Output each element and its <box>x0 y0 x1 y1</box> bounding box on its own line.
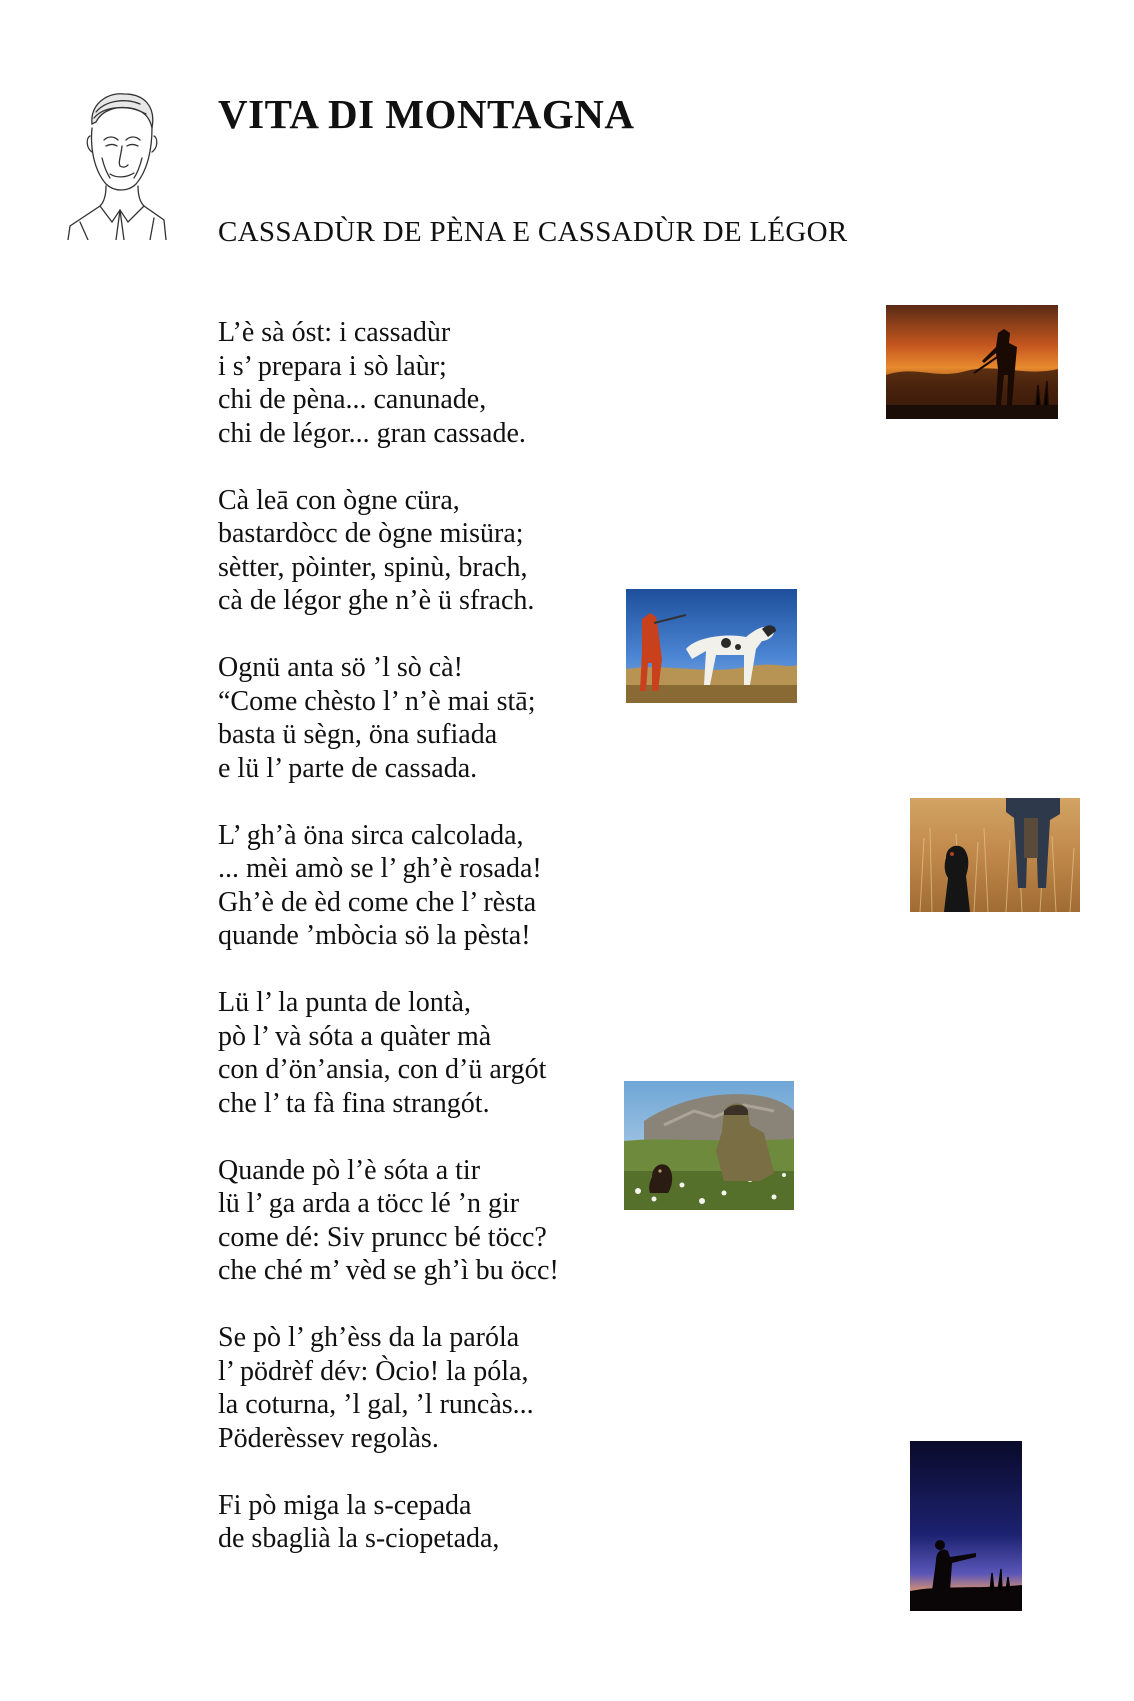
hunter-pointer-photo <box>626 589 797 703</box>
poem-line: quande ’mbòcia sö la pèsta! <box>218 920 531 951</box>
poem-line: lü l’ ga arda a töcc lé ’n gir <box>218 1188 520 1219</box>
poem-line: de sbaglià la s-ciopetada, <box>218 1523 500 1554</box>
poem-line: Pöderèssev regolàs. <box>218 1422 439 1454</box>
poem-line: la coturna, ’l gal, ’l runcàs... <box>218 1389 534 1420</box>
hunter-spaniel-photo <box>624 1081 794 1210</box>
poem-line: basta ü sègn, öna sufiada <box>218 719 498 750</box>
poem-line: Gh’è de èd come che l’ rèsta <box>218 886 537 918</box>
hunter-spaniel-image-icon <box>624 1081 794 1210</box>
hunter-dog-image-icon <box>626 589 797 703</box>
stanza <box>218 316 738 450</box>
poem-line: Ognü anta sö ’l sò cà! <box>218 652 463 683</box>
poem-line: l’ pödrèf dév: Òcio! la póla, <box>218 1355 529 1387</box>
stanza <box>218 819 738 953</box>
poem-line: come dé: Siv pruncc bé töcc? <box>218 1221 547 1253</box>
dog-grass-image-icon <box>910 798 1080 912</box>
author-portrait <box>66 88 168 240</box>
poem-line: Lü l’ la punta de lontà, <box>218 987 471 1018</box>
poem-line: L’ gh’à öna sirca calcolada, <box>218 819 524 851</box>
poem-line: sètter, pòinter, spinù, brach, <box>218 551 528 583</box>
hunter-dusk-image-icon <box>910 1441 1022 1611</box>
poem-line: con d’ön’ansia, con d’ü argót <box>218 1054 547 1085</box>
hunter-sunset-photo <box>886 305 1058 419</box>
poem-line: e lü l’ parte de cassada. <box>218 752 478 784</box>
poem-line: Quande pò l’è sóta a tir <box>218 1154 481 1186</box>
poem-body <box>218 316 738 1589</box>
poem-line: Fi pò miga la s-cepada <box>218 1489 472 1521</box>
page-title: VITA DI MONTAGNA <box>218 91 635 137</box>
hunter-dusk-photo <box>910 1441 1022 1611</box>
poem-line: Se pò l’ gh’èss da la paróla <box>218 1322 520 1353</box>
poem-line: chi de pèna... canunade, <box>218 384 487 415</box>
poem-line: pò l’ và sóta a quàter mà <box>218 1020 492 1052</box>
poem-line: L’è sà óst: i cassadùr <box>218 317 451 348</box>
stanza <box>218 1489 738 1556</box>
poem-line: che l’ ta fà fina strangót. <box>218 1087 490 1119</box>
poem-line: bastardòcc de ògne misüra; <box>218 518 524 549</box>
hunter-sunset-image-icon <box>886 305 1058 419</box>
poem-line: che ché m’ vèd se gh’ì bu öcc! <box>218 1255 559 1286</box>
dog-grass-photo <box>910 798 1080 912</box>
poem-line: ... mèi amò se l’ gh’è rosada! <box>218 853 542 884</box>
poem-line: i s’ prepara i sò laùr; <box>218 350 447 382</box>
poem-line: chi de légor... gran cassade. <box>218 417 526 449</box>
stanza <box>218 1321 738 1455</box>
portrait-sketch-icon <box>66 88 168 240</box>
poem-line: Cà leā con ògne cüra, <box>218 484 460 516</box>
poem-line: “Come chèsto l’ n’è mai stā; <box>218 685 536 717</box>
poem-line: cà de légor ghe n’è ü sfrach. <box>218 585 535 616</box>
poem-title: CASSADÙR DE PÈNA E CASSADÙR DE LÉGOR <box>218 216 848 248</box>
